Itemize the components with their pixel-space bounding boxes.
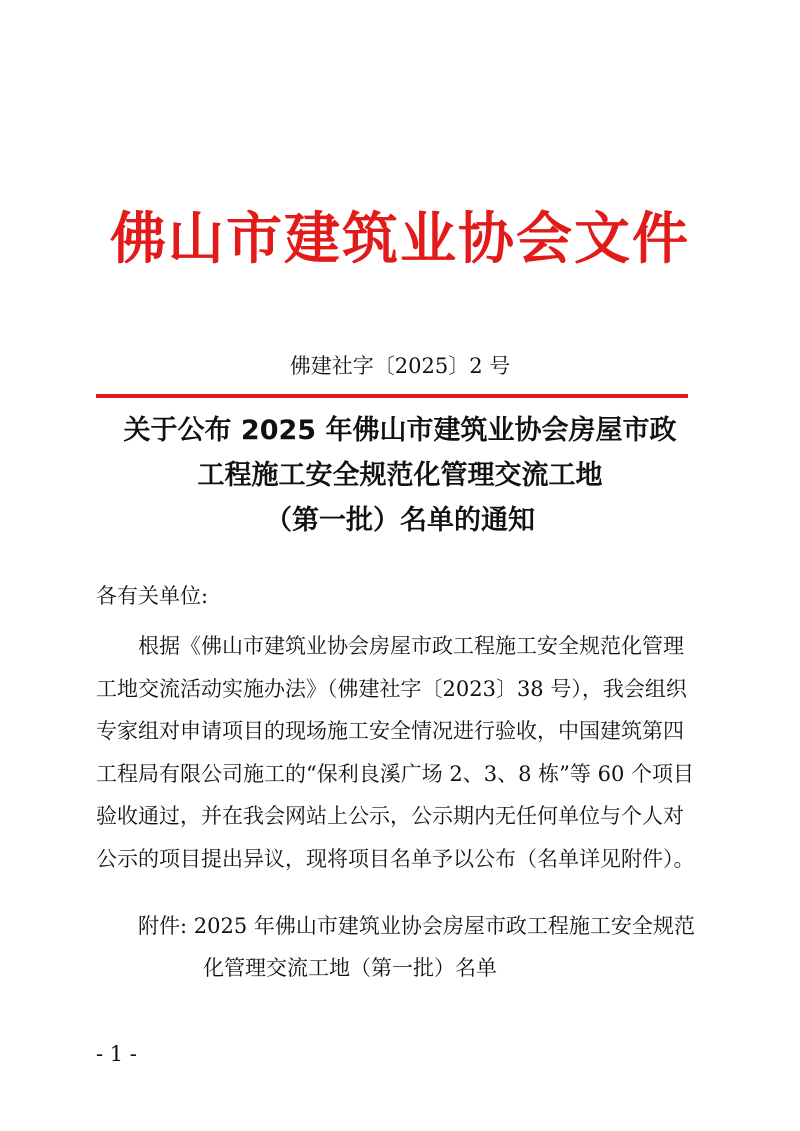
notice-title-line: （第一批）名单的通知 xyxy=(265,505,535,536)
body-line: 专家组对申请项目的现场施工安全情况进行验收，中国建筑第四 xyxy=(96,719,684,743)
body-line: 工程局有限公司施工的“保利良溪广场 2、3、8 栋”等 60 个项目 xyxy=(96,761,694,786)
salutation: 各有关单位: xyxy=(96,584,209,608)
document-masthead: 佛山市建筑业协会文件 xyxy=(110,207,690,272)
attachment-line-continued: 化管理交流工地（第一批）名单 xyxy=(203,956,497,980)
body-line: 公示的项目提出异议，现将项目名单予以公布（名单详见附件）。 xyxy=(96,846,695,871)
attachment-line: 附件: 2025 年佛山市建筑业协会房屋市政工程施工安全规范 xyxy=(138,914,695,938)
body-line: 工地交流活动实施办法》（佛建社字〔2023〕38 号），我会组织 xyxy=(96,676,687,701)
notice-title xyxy=(60,408,740,543)
notice-body xyxy=(96,625,716,880)
notice-title-line: 工程施工安全规范化管理交流工地 xyxy=(197,460,603,491)
page-number: - 1 - xyxy=(96,1042,137,1066)
red-divider-line xyxy=(96,394,688,398)
notice-title-line: 关于公布 2025 年佛山市建筑业协会房屋市政 xyxy=(123,415,677,446)
body-line: 验收通过，并在我会网站上公示，公示期内无任何单位与个人对 xyxy=(96,804,684,828)
document-number: 佛建社字〔2025〕2 号 xyxy=(289,354,511,378)
body-line: 根据《佛山市建筑业协会房屋市政工程施工安全规范化管理 xyxy=(96,634,684,658)
